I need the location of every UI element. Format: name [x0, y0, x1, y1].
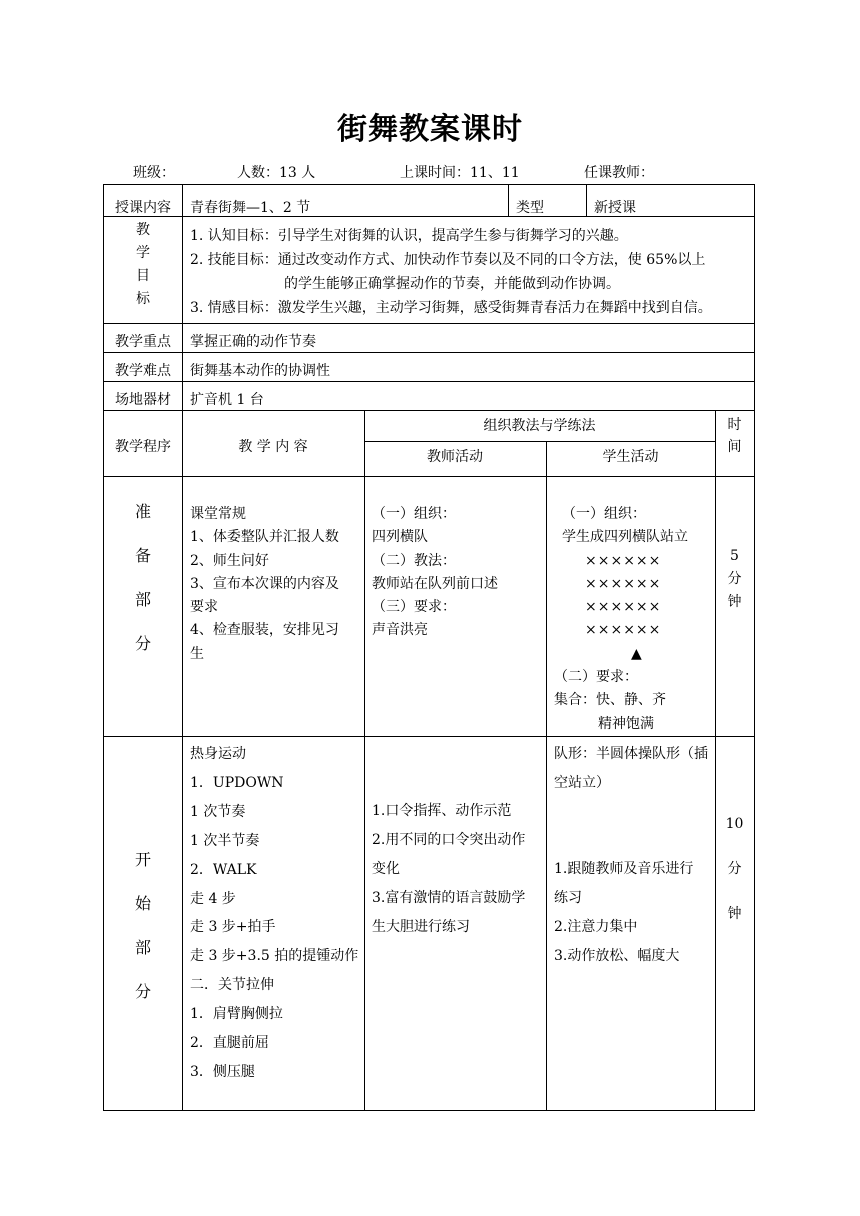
- goal-label: 教 学 目 标: [136, 222, 150, 307]
- equipment-value: 扩音机 1 台: [190, 392, 264, 408]
- start-teacher: 1.口令指挥、动作示范 2.用不同的口令突出动作 变化 3.富有激情的语言鼓励学 生大胆进行练习: [372, 803, 526, 935]
- equipment-label: 场地器材: [115, 392, 171, 408]
- meta-time: 上课时间：11、11: [400, 165, 520, 181]
- difficulty-label: 教学难点: [115, 363, 171, 379]
- formation-row: ××××××: [585, 552, 662, 569]
- goal-2-cont: 的学生能够正确掌握动作的节奏，并能做到动作协调。: [284, 276, 620, 292]
- teaching-goals: [190, 224, 712, 320]
- page-title: 街舞教案课时: [337, 112, 523, 147]
- meta-teacher: 任课教师：: [584, 165, 654, 181]
- prep-student: （一）组织： 学生成四列横队站立 ×××××× ×××××× ×××××× ×××××× ▲ （二）要求： 集合：快、静、齐 精神饱满: [554, 503, 715, 736]
- meta-count: 人数：13 人: [237, 165, 316, 181]
- header-time: 时 间: [727, 417, 742, 455]
- header-procedure: 教学程序: [115, 439, 171, 455]
- start-label: 开 始 部 分: [134, 850, 151, 1001]
- formation-row: ××××××: [585, 599, 662, 616]
- prep-teacher: （一）组织： 四列横队 （二）教法： 教师站在队列前口述 （三）要求： 声音洪亮: [372, 506, 498, 639]
- difficulty-value: 街舞基本动作的协调性: [190, 363, 330, 379]
- prep-time: 5 分 钟: [727, 548, 742, 610]
- type-label: 类型: [516, 200, 544, 216]
- meta-class: 班级：: [133, 165, 175, 181]
- start-time: 10 分 钟: [725, 816, 744, 922]
- header-student: 学生活动: [602, 449, 659, 465]
- focus-value: 掌握正确的动作节奏: [190, 334, 316, 350]
- prep-content: 课堂常规 1、体委整队并汇报人数 2、师生问好 3、宣布本次课的内容及 要求 4、检查服装，安排见习 生: [190, 506, 339, 662]
- formation-row: ××××××: [585, 575, 662, 592]
- header-content: 教 学 内 容: [238, 439, 308, 455]
- content-label: 授课内容: [115, 200, 171, 216]
- header-method: 组织教法与学练法: [483, 418, 596, 434]
- focus-label: 教学重点: [115, 334, 171, 350]
- lesson-meta: [0, 162, 860, 182]
- start-content: 热身运动 1．UPDOWN 1 次节奏 1 次半节奏 2．WALK 走 4 步 走 3 步+拍手 走 3 步+3.5 拍的提锺动作 二．关节拉伸 1．肩臂胸侧拉 2．直腿前屈 3．侧压腿: [190, 746, 359, 1080]
- content-value: 青春街舞—1、2 节: [190, 200, 311, 216]
- teacher-marker: ▲: [631, 645, 642, 662]
- goal-1: 1. 认知目标：引导学生对街舞的认识，提高学生参与街舞学习的兴趣。: [190, 228, 628, 244]
- start-student-formation: 队形：半圆体操队形（插 空站立）: [554, 746, 708, 791]
- formation-row: ××××××: [585, 622, 662, 639]
- type-value: 新授课: [594, 200, 636, 216]
- header-teacher: 教师活动: [427, 449, 483, 465]
- goal-3: 3. 情感目标：激发学生兴趣，主动学习街舞，感受街舞青春活力在舞蹈中找到自信。: [190, 300, 712, 316]
- start-student-activity: 1.跟随教师及音乐进行 练习 2.注意力集中 3.动作放松、幅度大: [554, 861, 694, 964]
- prep-label: 准 备 部 分: [134, 502, 151, 653]
- goal-2: 2. 技能目标：通过改变动作方式、加快动作节奏以及不同的口令方法，使 65%以上: [190, 252, 706, 268]
